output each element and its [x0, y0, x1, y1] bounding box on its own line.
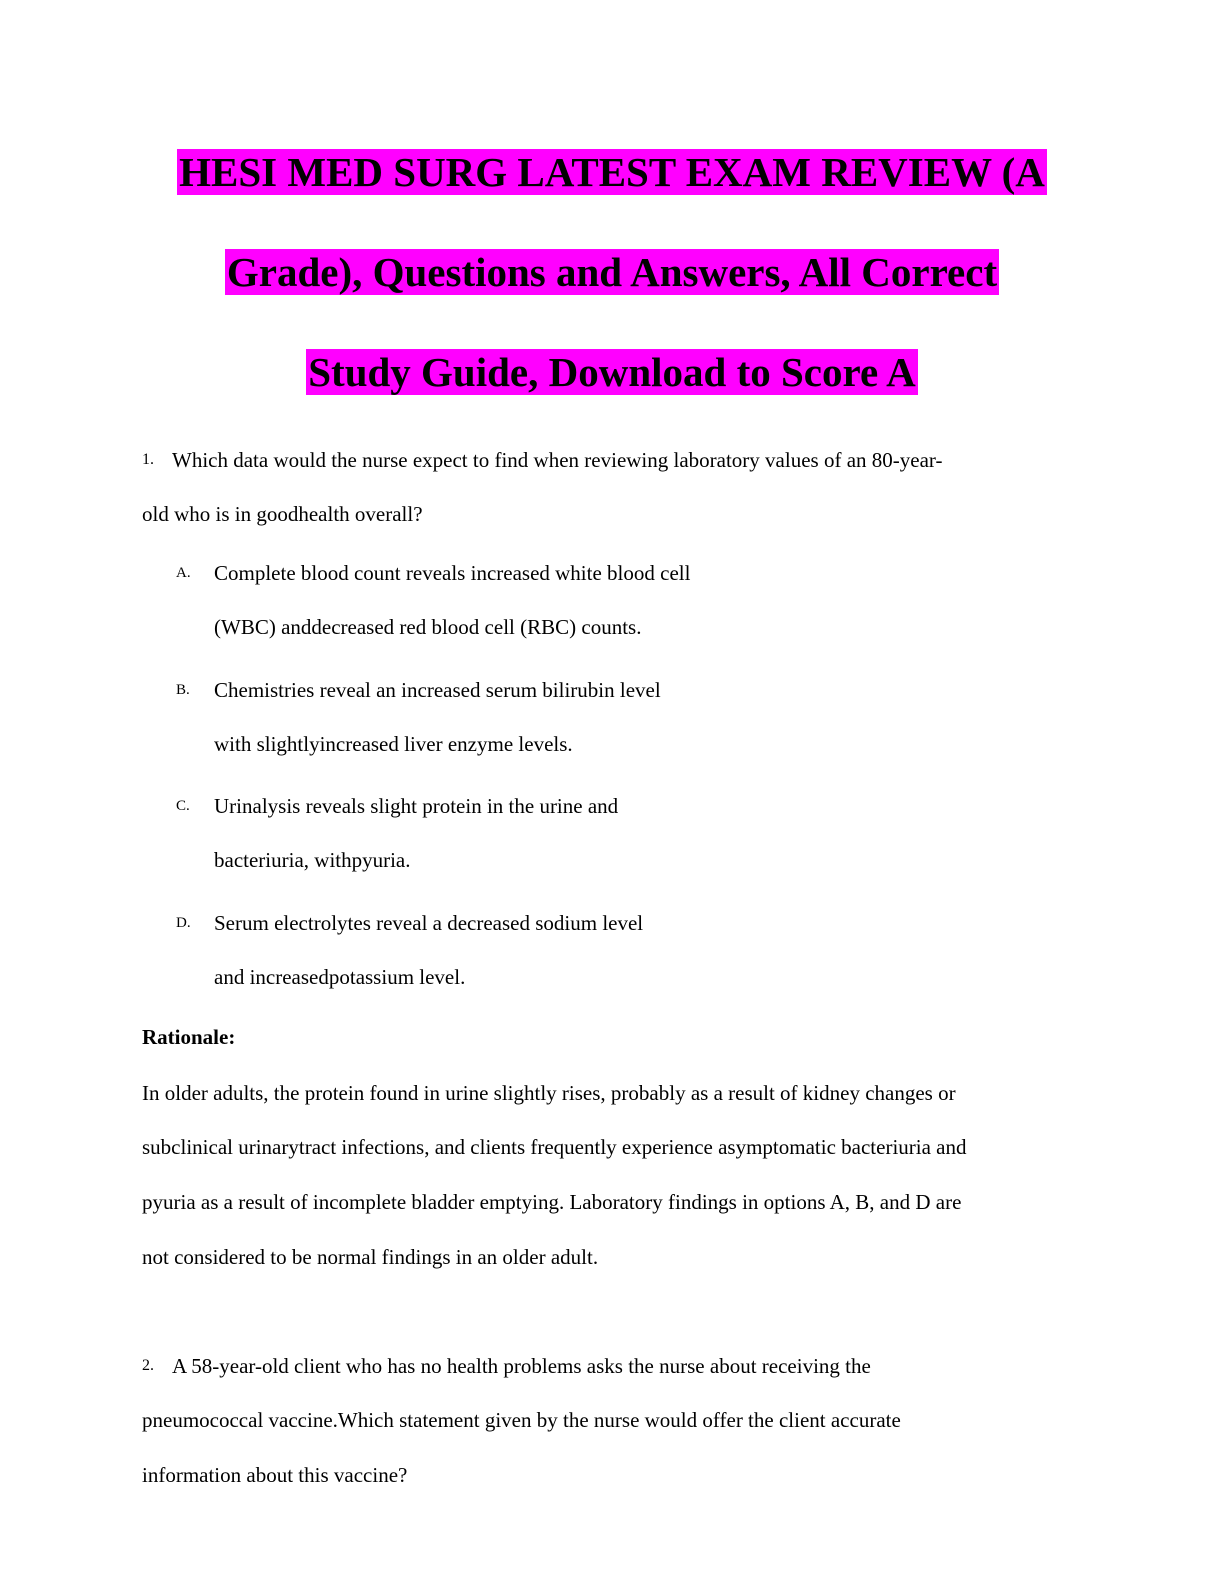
rationale-line-4: not considered to be normal findings in an older adult.: [142, 1245, 599, 1269]
question-1-number: 1.: [142, 451, 154, 468]
title-highlight-1: HESI MED SURG LATEST EXAM REVIEW (A: [179, 149, 1045, 195]
title-highlight-3: Study Guide, Download to Score A: [308, 349, 916, 395]
option-c-letter: C.: [176, 798, 190, 814]
option-b-line-2: with slightlyincreased liver enzyme levels.: [214, 732, 573, 756]
rationale-line-2: subclinical urinarytract infections, and clients frequently experience asymptomatic bacteriuria and: [142, 1135, 967, 1159]
question-2-text-line-1: A 58-year-old client who has no health problems asks the nurse about receiving the: [172, 1354, 871, 1378]
question-1-text-line-2: old who is in goodhealth overall?: [142, 502, 423, 526]
option-a-letter: A.: [176, 565, 191, 581]
question-2-number: 2.: [142, 1357, 154, 1374]
option-c-line-1: Urinalysis reveals slight protein in the urine and: [214, 794, 619, 818]
document-title-line-1: [0, 148, 1224, 196]
question-1-text-line-1: Which data would the nurse expect to find when reviewing laboratory values of an 80-year-: [172, 448, 943, 472]
document-title-line-3: [0, 348, 1224, 396]
title-highlight-2: Grade), Questions and Answers, All Correct: [226, 249, 998, 295]
option-d-line-1: Serum electrolytes reveal a decreased sodium level: [214, 911, 644, 935]
option-b-line-1: Chemistries reveal an increased serum bilirubin level: [214, 678, 661, 702]
option-d-letter: D.: [176, 915, 191, 931]
question-2-text-line-2: pneumococcal vaccine.Which statement given by the nurse would offer the client accurate: [142, 1408, 901, 1432]
document-title-line-2: [0, 248, 1224, 296]
rationale-line-3: pyuria as a result of incomplete bladder emptying. Laboratory findings in options A, B, and D are: [142, 1190, 962, 1214]
rationale-line-1: In older adults, the protein found in urine slightly rises, probably as a result of kidney changes or: [142, 1081, 956, 1105]
option-b-letter: B.: [176, 682, 190, 698]
rationale-heading: Rationale:: [142, 1025, 236, 1049]
option-d-line-2: and increasedpotassium level.: [214, 965, 466, 989]
option-c-line-2: bacteriuria, withpyuria.: [214, 848, 411, 872]
option-a-line-1: Complete blood count reveals increased white blood cell: [214, 561, 691, 585]
question-2-text-line-3: information about this vaccine?: [142, 1463, 408, 1487]
option-a-line-2: (WBC) anddecreased red blood cell (RBC) counts.: [214, 615, 642, 639]
